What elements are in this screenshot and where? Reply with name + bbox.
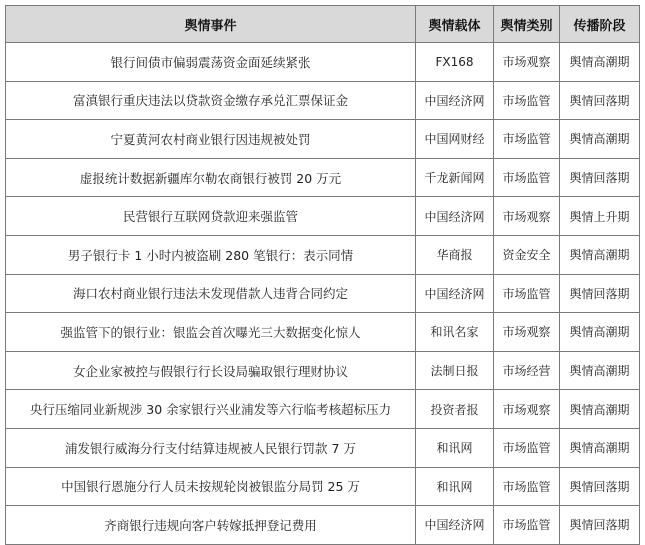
cell-event: 民营银行互联网贷款迎来强监管 <box>6 197 416 236</box>
cell-stage: 舆情回落期 <box>560 81 640 120</box>
cell-stage: 舆情高潮期 <box>560 43 640 82</box>
cell-event: 中国银行恩施分行人员未按规轮岗被银监分局罚 25 万 <box>6 467 416 506</box>
header-source: 舆情载体 <box>416 6 494 43</box>
cell-category: 市场监管 <box>494 428 560 467</box>
table-row <box>6 506 640 545</box>
cell-event: 浦发银行威海分行支付结算违规被人民银行罚款 7 万 <box>6 428 416 467</box>
table-row <box>6 467 640 506</box>
table-row <box>6 120 640 159</box>
cell-stage: 舆情回落期 <box>560 158 640 197</box>
cell-source: 中国经济网 <box>416 274 494 313</box>
cell-stage: 舆情高潮期 <box>560 390 640 429</box>
cell-stage: 舆情高潮期 <box>560 428 640 467</box>
table-row <box>6 235 640 274</box>
public-opinion-table-container <box>5 5 640 545</box>
table-body <box>6 43 640 545</box>
table-row <box>6 274 640 313</box>
cell-category: 市场监管 <box>494 467 560 506</box>
table-row <box>6 81 640 120</box>
cell-stage: 舆情高潮期 <box>560 120 640 159</box>
table-row <box>6 158 640 197</box>
cell-category: 市场监管 <box>494 158 560 197</box>
cell-category: 市场观察 <box>494 390 560 429</box>
cell-source: 千龙新闻网 <box>416 158 494 197</box>
table-header-row <box>6 6 640 43</box>
cell-source: 和讯名家 <box>416 313 494 352</box>
header-stage: 传播阶段 <box>560 6 640 43</box>
cell-category: 市场监管 <box>494 274 560 313</box>
public-opinion-table <box>5 5 640 545</box>
cell-source: 法制日报 <box>416 351 494 390</box>
cell-category: 市场监管 <box>494 81 560 120</box>
cell-source: 中国经济网 <box>416 506 494 545</box>
cell-stage: 舆情高潮期 <box>560 235 640 274</box>
cell-event: 央行压缩同业新规涉 30 余家银行兴业浦发等六行临考核超标压力 <box>6 390 416 429</box>
cell-source: 投资者报 <box>416 390 494 429</box>
cell-event: 强监管下的银行业：银监会首次曝光三大数据变化惊人 <box>6 313 416 352</box>
table-row <box>6 428 640 467</box>
cell-stage: 舆情回落期 <box>560 467 640 506</box>
cell-stage: 舆情回落期 <box>560 274 640 313</box>
cell-stage: 舆情高潮期 <box>560 313 640 352</box>
cell-event: 女企业家被控与假银行行长设局骗取银行理财协议 <box>6 351 416 390</box>
cell-source: 华商报 <box>416 235 494 274</box>
cell-category: 市场观察 <box>494 43 560 82</box>
table-row <box>6 43 640 82</box>
cell-event: 海口农村商业银行违法未发现借款人违背合同约定 <box>6 274 416 313</box>
cell-source: FX168 <box>416 43 494 82</box>
table-row <box>6 197 640 236</box>
header-category: 舆情类别 <box>494 6 560 43</box>
cell-source: 和讯网 <box>416 467 494 506</box>
cell-source: 中国经济网 <box>416 81 494 120</box>
cell-category: 资金安全 <box>494 235 560 274</box>
cell-category: 市场监管 <box>494 506 560 545</box>
table-row <box>6 390 640 429</box>
table-row <box>6 313 640 352</box>
cell-stage: 舆情高潮期 <box>560 351 640 390</box>
cell-event: 齐商银行违规向客户转嫁抵押登记费用 <box>6 506 416 545</box>
cell-source: 中国经济网 <box>416 197 494 236</box>
cell-source: 中国网财经 <box>416 120 494 159</box>
cell-source: 和讯网 <box>416 428 494 467</box>
cell-category: 市场监管 <box>494 120 560 159</box>
cell-event: 银行间债市偏弱震荡资金面延续紧张 <box>6 43 416 82</box>
cell-event: 富滇银行重庆违法以贷款资金缴存承兑汇票保证金 <box>6 81 416 120</box>
cell-event: 男子银行卡 1 小时内被盗刷 280 笔银行：表示同情 <box>6 235 416 274</box>
table-row <box>6 351 640 390</box>
cell-stage: 舆情回落期 <box>560 506 640 545</box>
cell-category: 市场观察 <box>494 313 560 352</box>
cell-category: 市场观察 <box>494 197 560 236</box>
cell-event: 虚报统计数据新疆库尔勒农商银行被罚 20 万元 <box>6 158 416 197</box>
cell-category: 市场经营 <box>494 351 560 390</box>
header-event: 舆情事件 <box>6 6 416 43</box>
cell-event: 宁夏黄河农村商业银行因违规被处罚 <box>6 120 416 159</box>
cell-stage: 舆情上升期 <box>560 197 640 236</box>
